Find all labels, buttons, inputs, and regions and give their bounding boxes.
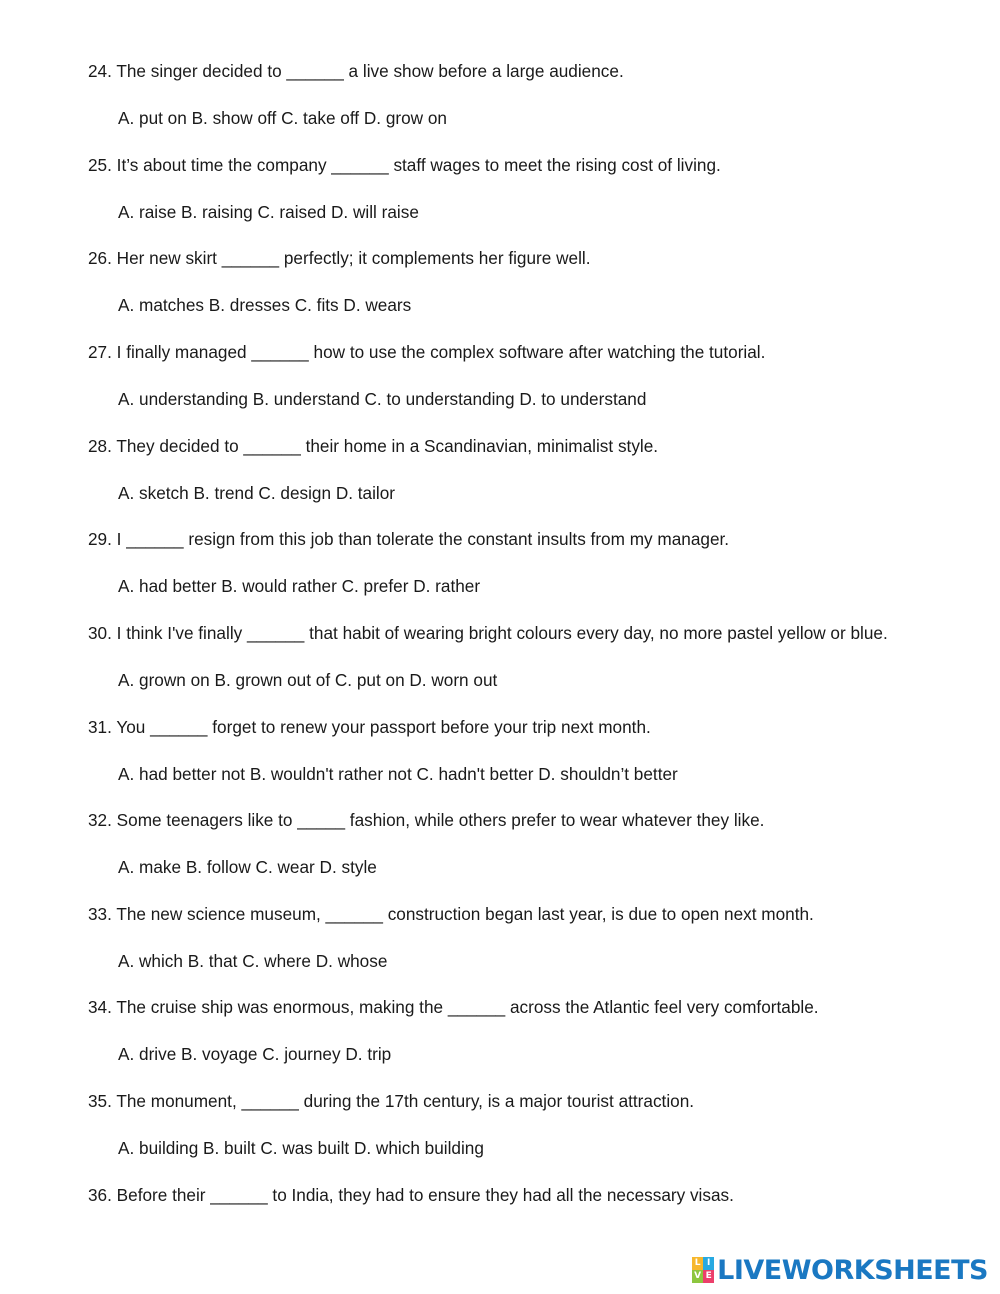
liveworksheets-brand	[692, 1254, 988, 1286]
options-35: A. building B. built C. was built D. which building	[118, 1138, 484, 1158]
question-24: 24. The singer decided to ______ a live show before a large audience.	[88, 61, 624, 81]
question-36: 36. Before their ______ to India, they had to ensure they had all the necessary visas.	[88, 1185, 734, 1205]
options-25: A. raise B. raising C. raised D. will raise	[118, 202, 419, 222]
liveworksheets-logo-icon: L I V E	[692, 1257, 714, 1283]
question-34: 34. The cruise ship was enormous, making the ______ across the Atlantic feel very comfortable.	[88, 997, 819, 1017]
brand-name: LIVEWORKSHEETS	[717, 1254, 988, 1286]
options-31: A. had better not B. wouldn't rather not C. hadn't better D. shouldn’t better	[118, 764, 678, 784]
options-32: A. make B. follow C. wear D. style	[118, 857, 377, 877]
options-33: A. which B. that C. where D. whose	[118, 951, 388, 971]
options-24: A. put on B. show off C. take off D. grow on	[118, 108, 447, 128]
options-30: A. grown on B. grown out of C. put on D. worn out	[118, 670, 498, 690]
question-31: 31. You ______ forget to renew your passport before your trip next month.	[88, 717, 651, 737]
options-27: A. understanding B. understand C. to understanding D. to understand	[118, 389, 647, 409]
question-33: 33. The new science museum, ______ construction began last year, is due to open next month.	[88, 904, 814, 924]
question-26: 26. Her new skirt ______ perfectly; it complements her figure well.	[88, 248, 591, 268]
options-29: A. had better B. would rather C. prefer D. rather	[118, 576, 481, 596]
question-28: 28. They decided to ______ their home in a Scandinavian, minimalist style.	[88, 436, 659, 456]
question-29: 29. I ______ resign from this job than tolerate the constant insults from my manager.	[88, 529, 730, 549]
question-32: 32. Some teenagers like to _____ fashion, while others prefer to wear whatever they like.	[88, 810, 765, 830]
options-26: A. matches B. dresses C. fits D. wears	[118, 295, 412, 315]
question-35: 35. The monument, ______ during the 17th century, is a major tourist attraction.	[88, 1091, 695, 1111]
options-34: A. drive B. voyage C. journey D. trip	[118, 1044, 392, 1064]
question-27: 27. I finally managed ______ how to use the complex software after watching the tutorial.	[88, 342, 766, 362]
options-28: A. sketch B. trend C. design D. tailor	[118, 483, 396, 503]
question-25: 25. It’s about time the company ______ staff wages to meet the rising cost of living.	[88, 155, 721, 175]
question-30: 30. I think I've finally ______ that habit of wearing bright colours every day, no more pastel yellow or blue.	[88, 623, 888, 643]
